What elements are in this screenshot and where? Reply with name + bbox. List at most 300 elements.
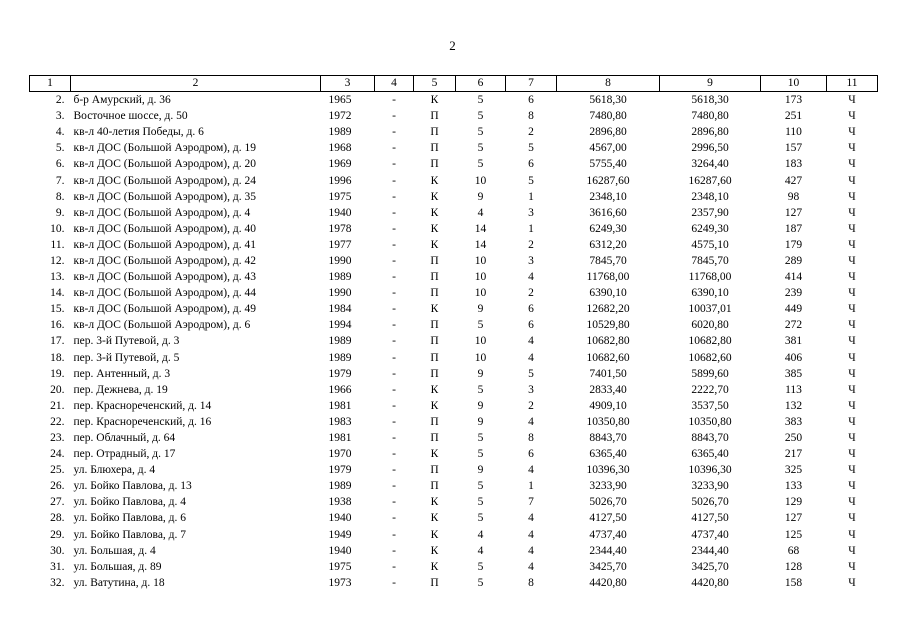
table-cell-col-3: 1989 [328,335,352,348]
table-cell-col-3: 1975 [328,560,352,573]
table-cell-col-6: 9 [477,464,484,477]
table-cell-col-5: К [430,496,439,509]
table-cell-col-2: пер. Антенный, д. 3 [73,367,171,380]
table-cell-col-1: 19. [50,367,65,380]
table-cell-col-8: 10350,80 [586,415,630,428]
column-header-10: 10 [761,76,827,92]
table-cell-col-3: 1979 [328,367,352,380]
table-cell-col-10: 127 [784,512,803,525]
table-cell-col-11: Ч [848,480,856,493]
table-cell-col-7: 1 [528,480,534,493]
table-cell-col-11: Ч [848,174,856,187]
table-cell-col-3: 1989 [328,480,352,493]
table-cell-col-7: 3 [528,383,534,396]
table-row [30,301,878,317]
table-cell-col-11: Ч [848,448,856,461]
table-cell-col-1: 10. [50,222,65,235]
table-cell-col-11: Ч [848,254,856,267]
table-cell-col-5: К [430,544,439,557]
table-cell-col-9: 6365,40 [691,448,729,461]
table-row [30,205,878,221]
table-cell-col-5: П [430,110,439,123]
table-cell-col-11: Ч [848,415,856,428]
table-cell-col-4: - [392,383,396,396]
table-cell-col-8: 8843,70 [589,432,627,445]
table-cell-col-8: 2833,40 [589,383,627,396]
column-header-3: 3 [321,76,375,92]
table-row [30,430,878,446]
table-cell-col-2: ул. Большая, д. 4 [73,544,156,557]
table-cell-col-8: 2896,80 [589,126,627,139]
table-cell-col-3: 1984 [328,303,352,316]
table-cell-col-10: 129 [784,496,803,509]
table-cell-col-2: кв-л 40-летия Победы, д. 6 [73,126,204,139]
table-cell-col-6: 9 [477,399,484,412]
table-cell-col-10: 381 [784,335,803,348]
header-row [30,76,878,92]
table-cell-col-5: П [430,367,439,380]
table-cell-col-1: 6. [55,158,65,171]
table-cell-col-10: 385 [784,367,803,380]
table-cell-col-6: 4 [477,544,484,557]
table-cell-col-1: 7. [55,174,65,187]
table-cell-col-5: П [430,351,439,364]
table-cell-col-6: 5 [477,94,484,107]
table-cell-col-3: 1989 [328,126,352,139]
table-cell-col-11: Ч [848,367,856,380]
table-cell-col-3: 1990 [328,287,352,300]
table-cell-col-10: 132 [784,399,803,412]
table-cell-col-1: 16. [50,319,65,332]
table-cell-col-8: 4420,80 [589,576,627,589]
table-cell-col-7: 4 [528,544,534,557]
table-cell-col-11: Ч [848,576,856,589]
table-cell-col-4: - [392,528,396,541]
table-cell-col-3: 1981 [328,399,352,412]
table-cell-col-11: Ч [848,271,856,284]
table-cell-col-3: 1975 [328,190,352,203]
table-cell-col-11: Ч [848,158,856,171]
table-cell-col-10: 128 [784,560,803,573]
table-cell-col-6: 10 [474,351,487,364]
table-cell-col-4: - [392,544,396,557]
table-cell-col-10: 158 [784,576,803,589]
table-cell-col-4: - [392,464,396,477]
table-cell-col-4: - [392,142,396,155]
table-cell-col-2: кв-л ДОС (Большой Аэродром), д. 43 [73,271,256,284]
table-cell-col-11: Ч [848,399,856,412]
table-cell-col-6: 5 [477,142,484,155]
table-cell-col-7: 8 [528,576,534,589]
table-row [30,543,878,559]
table-cell-col-3: 1940 [328,544,352,557]
table-cell-col-2: кв-л ДОС (Большой Аэродром), д. 40 [73,222,256,235]
table-row [30,285,878,301]
table-cell-col-2: кв-л ДОС (Большой Аэродром), д. 6 [73,319,251,332]
table-cell-col-9: 7480,80 [691,110,729,123]
table-cell-col-8: 2348,10 [589,190,627,203]
table-cell-col-11: Ч [848,383,856,396]
table-cell-col-7: 1 [528,222,534,235]
table-cell-col-10: 289 [784,254,803,267]
table-row [30,92,878,109]
table-cell-col-9: 6390,10 [691,287,729,300]
table-cell-col-1: 21. [50,399,65,412]
table-cell-col-2: кв-л ДОС (Большой Аэродром), д. 20 [73,158,256,171]
table-cell-col-1: 25. [50,464,65,477]
table-cell-col-4: - [392,432,396,445]
table-cell-col-9: 10037,01 [688,303,732,316]
table-cell-col-7: 5 [528,142,534,155]
table-cell-col-5: К [430,448,439,461]
table-cell-col-1: 5. [55,142,65,155]
table-cell-col-4: - [392,415,396,428]
table-cell-col-5: К [430,303,439,316]
table-cell-col-5: П [430,415,439,428]
table-cell-col-3: 1972 [328,110,352,123]
table-header [30,76,878,92]
table-cell-col-6: 10 [474,254,487,267]
table-cell-col-2: ул. Большая, д. 89 [73,560,162,573]
table-cell-col-6: 5 [477,432,484,445]
table-cell-col-11: Ч [848,110,856,123]
table-cell-col-3: 1969 [328,158,352,171]
table-cell-col-5: П [430,254,439,267]
table-cell-col-11: Ч [848,464,856,477]
table-row [30,317,878,333]
table-row [30,510,878,526]
table-cell-col-10: 187 [784,222,803,235]
table-cell-col-3: 1990 [328,254,352,267]
table-cell-col-7: 2 [528,238,534,251]
table-cell-col-6: 10 [474,174,487,187]
table-cell-col-2: б-р Амурский, д. 36 [73,94,171,107]
table-cell-col-8: 4127,50 [589,512,627,525]
table-cell-col-11: Ч [848,287,856,300]
table-cell-col-9: 5899,60 [691,367,729,380]
table-cell-col-10: 217 [784,448,803,461]
table-cell-col-3: 1973 [328,576,352,589]
table-cell-col-11: Ч [848,94,856,107]
table-cell-col-4: - [392,222,396,235]
table-row [30,398,878,414]
table-cell-col-2: ул. Блюхера, д. 4 [73,464,156,477]
table-cell-col-7: 4 [528,415,534,428]
table-cell-col-4: - [392,254,396,267]
table-cell-col-10: 325 [784,464,803,477]
table-row [30,559,878,575]
table-cell-col-8: 5755,40 [589,158,627,171]
table-cell-col-5: К [430,238,439,251]
table-cell-col-5: П [430,142,439,155]
table-cell-col-6: 5 [477,576,484,589]
table-cell-col-7: 4 [528,560,534,573]
table-cell-col-9: 16287,60 [688,174,732,187]
table-cell-col-2: пер. Дежнева, д. 19 [73,383,168,396]
table-cell-col-7: 4 [528,351,534,364]
table-cell-col-7: 6 [528,319,534,332]
table-cell-col-9: 8843,70 [691,432,729,445]
table-cell-col-6: 9 [477,367,484,380]
table-cell-col-5: П [430,271,439,284]
table-cell-col-7: 2 [528,399,534,412]
table-cell-col-8: 10396,30 [586,464,630,477]
table-cell-col-8: 7401,50 [589,367,627,380]
table-cell-col-9: 10682,80 [688,335,732,348]
table-cell-col-6: 5 [477,480,484,493]
table-cell-col-7: 5 [528,367,534,380]
table-cell-col-6: 5 [477,496,484,509]
table-cell-col-6: 10 [474,335,487,348]
table-cell-col-8: 16287,60 [586,174,630,187]
table-cell-col-4: - [392,448,396,461]
table-cell-col-4: - [392,319,396,332]
table-row [30,156,878,172]
table-cell-col-9: 11768,00 [688,271,732,284]
table-cell-col-3: 1983 [328,415,352,428]
table-cell-col-5: К [430,528,439,541]
table-cell-col-9: 3264,40 [691,158,729,171]
table-cell-col-2: пер. Краснореченский, д. 16 [73,415,212,428]
table-cell-col-1: 3. [55,110,65,123]
table-cell-col-4: - [392,110,396,123]
table-row [30,269,878,285]
table-cell-col-2: кв-л ДОС (Большой Аэродром), д. 24 [73,174,256,187]
table-cell-col-10: 127 [784,206,803,219]
table-cell-col-11: Ч [848,142,856,155]
table-cell-col-7: 8 [528,110,534,123]
table-cell-col-8: 7845,70 [589,254,627,267]
table-cell-col-7: 2 [528,287,534,300]
table-cell-col-5: К [430,383,439,396]
table-row [30,494,878,510]
table-cell-col-10: 449 [784,303,803,316]
table-cell-col-3: 1996 [328,174,352,187]
table-cell-col-5: П [430,126,439,139]
table-cell-col-6: 10 [474,271,487,284]
table-cell-col-9: 6020,80 [691,319,729,332]
table-cell-col-9: 6249,30 [691,222,729,235]
table-cell-col-1: 23. [50,432,65,445]
table-cell-col-8: 5618,30 [589,94,627,107]
table-row [30,462,878,478]
table-cell-col-9: 3233,90 [691,480,729,493]
table-cell-col-4: - [392,174,396,187]
table-cell-col-6: 5 [477,560,484,573]
housing-registry-table [29,75,878,591]
table-cell-col-6: 9 [477,190,484,203]
table-cell-col-1: 8. [55,190,65,203]
table-cell-col-8: 6390,10 [589,287,627,300]
table-cell-col-8: 10682,60 [586,351,630,364]
table-cell-col-6: 5 [477,126,484,139]
table-cell-col-5: К [430,190,439,203]
table-cell-col-9: 10682,60 [688,351,732,364]
table-row [30,527,878,543]
table-cell-col-4: - [392,512,396,525]
column-header-9: 9 [660,76,761,92]
table-cell-col-4: - [392,238,396,251]
table-cell-col-4: - [392,271,396,284]
table-row [30,221,878,237]
table-cell-col-6: 5 [477,319,484,332]
table-cell-col-2: пер. Отрадный, д. 17 [73,448,176,461]
table-cell-col-4: - [392,480,396,493]
table-cell-col-9: 2896,80 [691,126,729,139]
table-cell-col-8: 11768,00 [586,271,630,284]
table-cell-col-5: П [430,432,439,445]
table-cell-col-10: 157 [784,142,803,155]
table-cell-col-5: К [430,399,439,412]
table-cell-col-1: 15. [50,303,65,316]
column-header-5: 5 [414,76,456,92]
table-cell-col-3: 1981 [328,432,352,445]
table-cell-col-11: Ч [848,126,856,139]
table-cell-col-1: 14. [50,287,65,300]
table-cell-col-6: 5 [477,110,484,123]
table-cell-col-4: - [392,126,396,139]
table-cell-col-2: пер. Краснореченский, д. 14 [73,399,212,412]
table-cell-col-3: 1940 [328,206,352,219]
table-cell-col-10: 113 [785,383,802,396]
table-cell-col-2: ул. Ватутина, д. 18 [73,576,165,589]
table-cell-col-7: 6 [528,303,534,316]
table-cell-col-6: 14 [474,222,487,235]
table-cell-col-4: - [392,496,396,509]
table-cell-col-10: 251 [784,110,803,123]
table-cell-col-7: 1 [528,190,534,203]
table-cell-col-11: Ч [848,528,856,541]
table-row [30,189,878,205]
table-cell-col-3: 1979 [328,464,352,477]
table-cell-col-10: 414 [784,271,803,284]
table-cell-col-3: 1970 [328,448,352,461]
table-cell-col-3: 1966 [328,383,352,396]
table-cell-col-11: Ч [848,512,856,525]
table-cell-col-11: Ч [848,335,856,348]
table-cell-col-8: 4737,40 [589,528,627,541]
table-cell-col-10: 125 [784,528,803,541]
table-cell-col-7: 6 [528,94,534,107]
table-cell-col-1: 4. [55,126,65,139]
table-cell-col-2: кв-л ДОС (Большой Аэродром), д. 41 [73,238,256,251]
table-cell-col-2: кв-л ДОС (Большой Аэродром), д. 4 [73,206,251,219]
table-cell-col-4: - [392,158,396,171]
table-cell-col-6: 5 [477,383,484,396]
table-cell-col-4: - [392,206,396,219]
table-row [30,414,878,430]
table-cell-col-5: П [430,319,439,332]
table-cell-col-10: 272 [784,319,803,332]
table-cell-col-6: 14 [474,238,487,251]
table-cell-col-9: 2996,50 [691,142,729,155]
table-cell-col-5: К [430,512,439,525]
table-cell-col-2: кв-л ДОС (Большой Аэродром), д. 19 [73,142,256,155]
table-cell-col-3: 1989 [328,351,352,364]
table-cell-col-2: Восточное шоссе, д. 50 [73,110,188,123]
table-cell-col-1: 22. [50,415,65,428]
table-cell-col-2: кв-л ДОС (Большой Аэродром), д. 42 [73,254,256,267]
table-cell-col-7: 3 [528,254,534,267]
table-cell-col-7: 4 [528,335,534,348]
table-cell-col-1: 26. [50,480,65,493]
table-cell-col-1: 9. [55,206,65,219]
page-number: 2 [449,38,456,53]
table-cell-col-4: - [392,287,396,300]
table-cell-col-3: 1978 [328,222,352,235]
table-row [30,108,878,124]
table-cell-col-4: - [392,560,396,573]
table-cell-col-11: Ч [848,190,856,203]
table-cell-col-9: 4420,80 [691,576,729,589]
table-cell-col-4: - [392,94,396,107]
table-cell-col-10: 133 [784,480,803,493]
table-cell-col-5: К [430,174,439,187]
table-cell-col-5: П [430,287,439,300]
table-row [30,478,878,494]
table-cell-col-1: 17. [50,335,65,348]
table-cell-col-1: 2. [55,94,65,107]
table-row [30,172,878,188]
table-cell-col-11: Ч [848,432,856,445]
table-cell-col-2: ул. Бойко Павлова, д. 13 [73,480,192,493]
table-row [30,140,878,156]
table-cell-col-2: ул. Бойко Павлова, д. 4 [73,496,187,509]
table-cell-col-6: 5 [477,512,484,525]
table-cell-col-5: П [430,480,439,493]
table-cell-col-9: 3537,50 [691,399,729,412]
table-cell-col-10: 68 [787,544,800,557]
table-cell-col-4: - [392,303,396,316]
table-cell-col-1: 11. [50,238,65,251]
table-row [30,575,878,591]
table-cell-col-3: 1940 [328,512,352,525]
table-cell-col-6: 5 [477,158,484,171]
table-row [30,350,878,366]
table-cell-col-9: 2357,90 [691,206,729,219]
table-cell-col-2: ул. Бойко Павлова, д. 6 [73,512,187,525]
table-cell-col-3: 1965 [328,94,352,107]
column-header-4: 4 [375,76,414,92]
table-cell-col-2: пер. Облачный, д. 64 [73,432,176,445]
table-cell-col-1: 29. [50,528,65,541]
table-cell-col-6: 4 [477,528,484,541]
table-row [30,333,878,349]
table-cell-col-9: 10350,80 [688,415,732,428]
column-header-8: 8 [557,76,660,92]
table-cell-col-9: 2222,70 [691,383,729,396]
table-cell-col-7: 5 [528,174,534,187]
table-cell-col-8: 2344,40 [589,544,627,557]
table-cell-col-9: 2348,10 [691,190,729,203]
table-cell-col-8: 7480,80 [589,110,627,123]
table-cell-col-7: 3 [528,206,534,219]
table-cell-col-5: П [430,335,439,348]
column-header-11: 11 [827,76,878,92]
table-cell-col-6: 4 [477,206,484,219]
table-cell-col-1: 13. [50,271,65,284]
table-cell-col-8: 3233,90 [589,480,627,493]
table-cell-col-11: Ч [848,544,856,557]
table-cell-col-2: кв-л ДОС (Большой Аэродром), д. 35 [73,190,256,203]
table-cell-col-5: К [430,222,439,235]
table-cell-col-11: Ч [848,496,856,509]
table-cell-col-8: 10682,80 [586,335,630,348]
table-cell-col-11: Ч [848,351,856,364]
table-cell-col-1: 20. [50,383,65,396]
table-cell-col-5: П [430,158,439,171]
table-cell-col-4: - [392,190,396,203]
